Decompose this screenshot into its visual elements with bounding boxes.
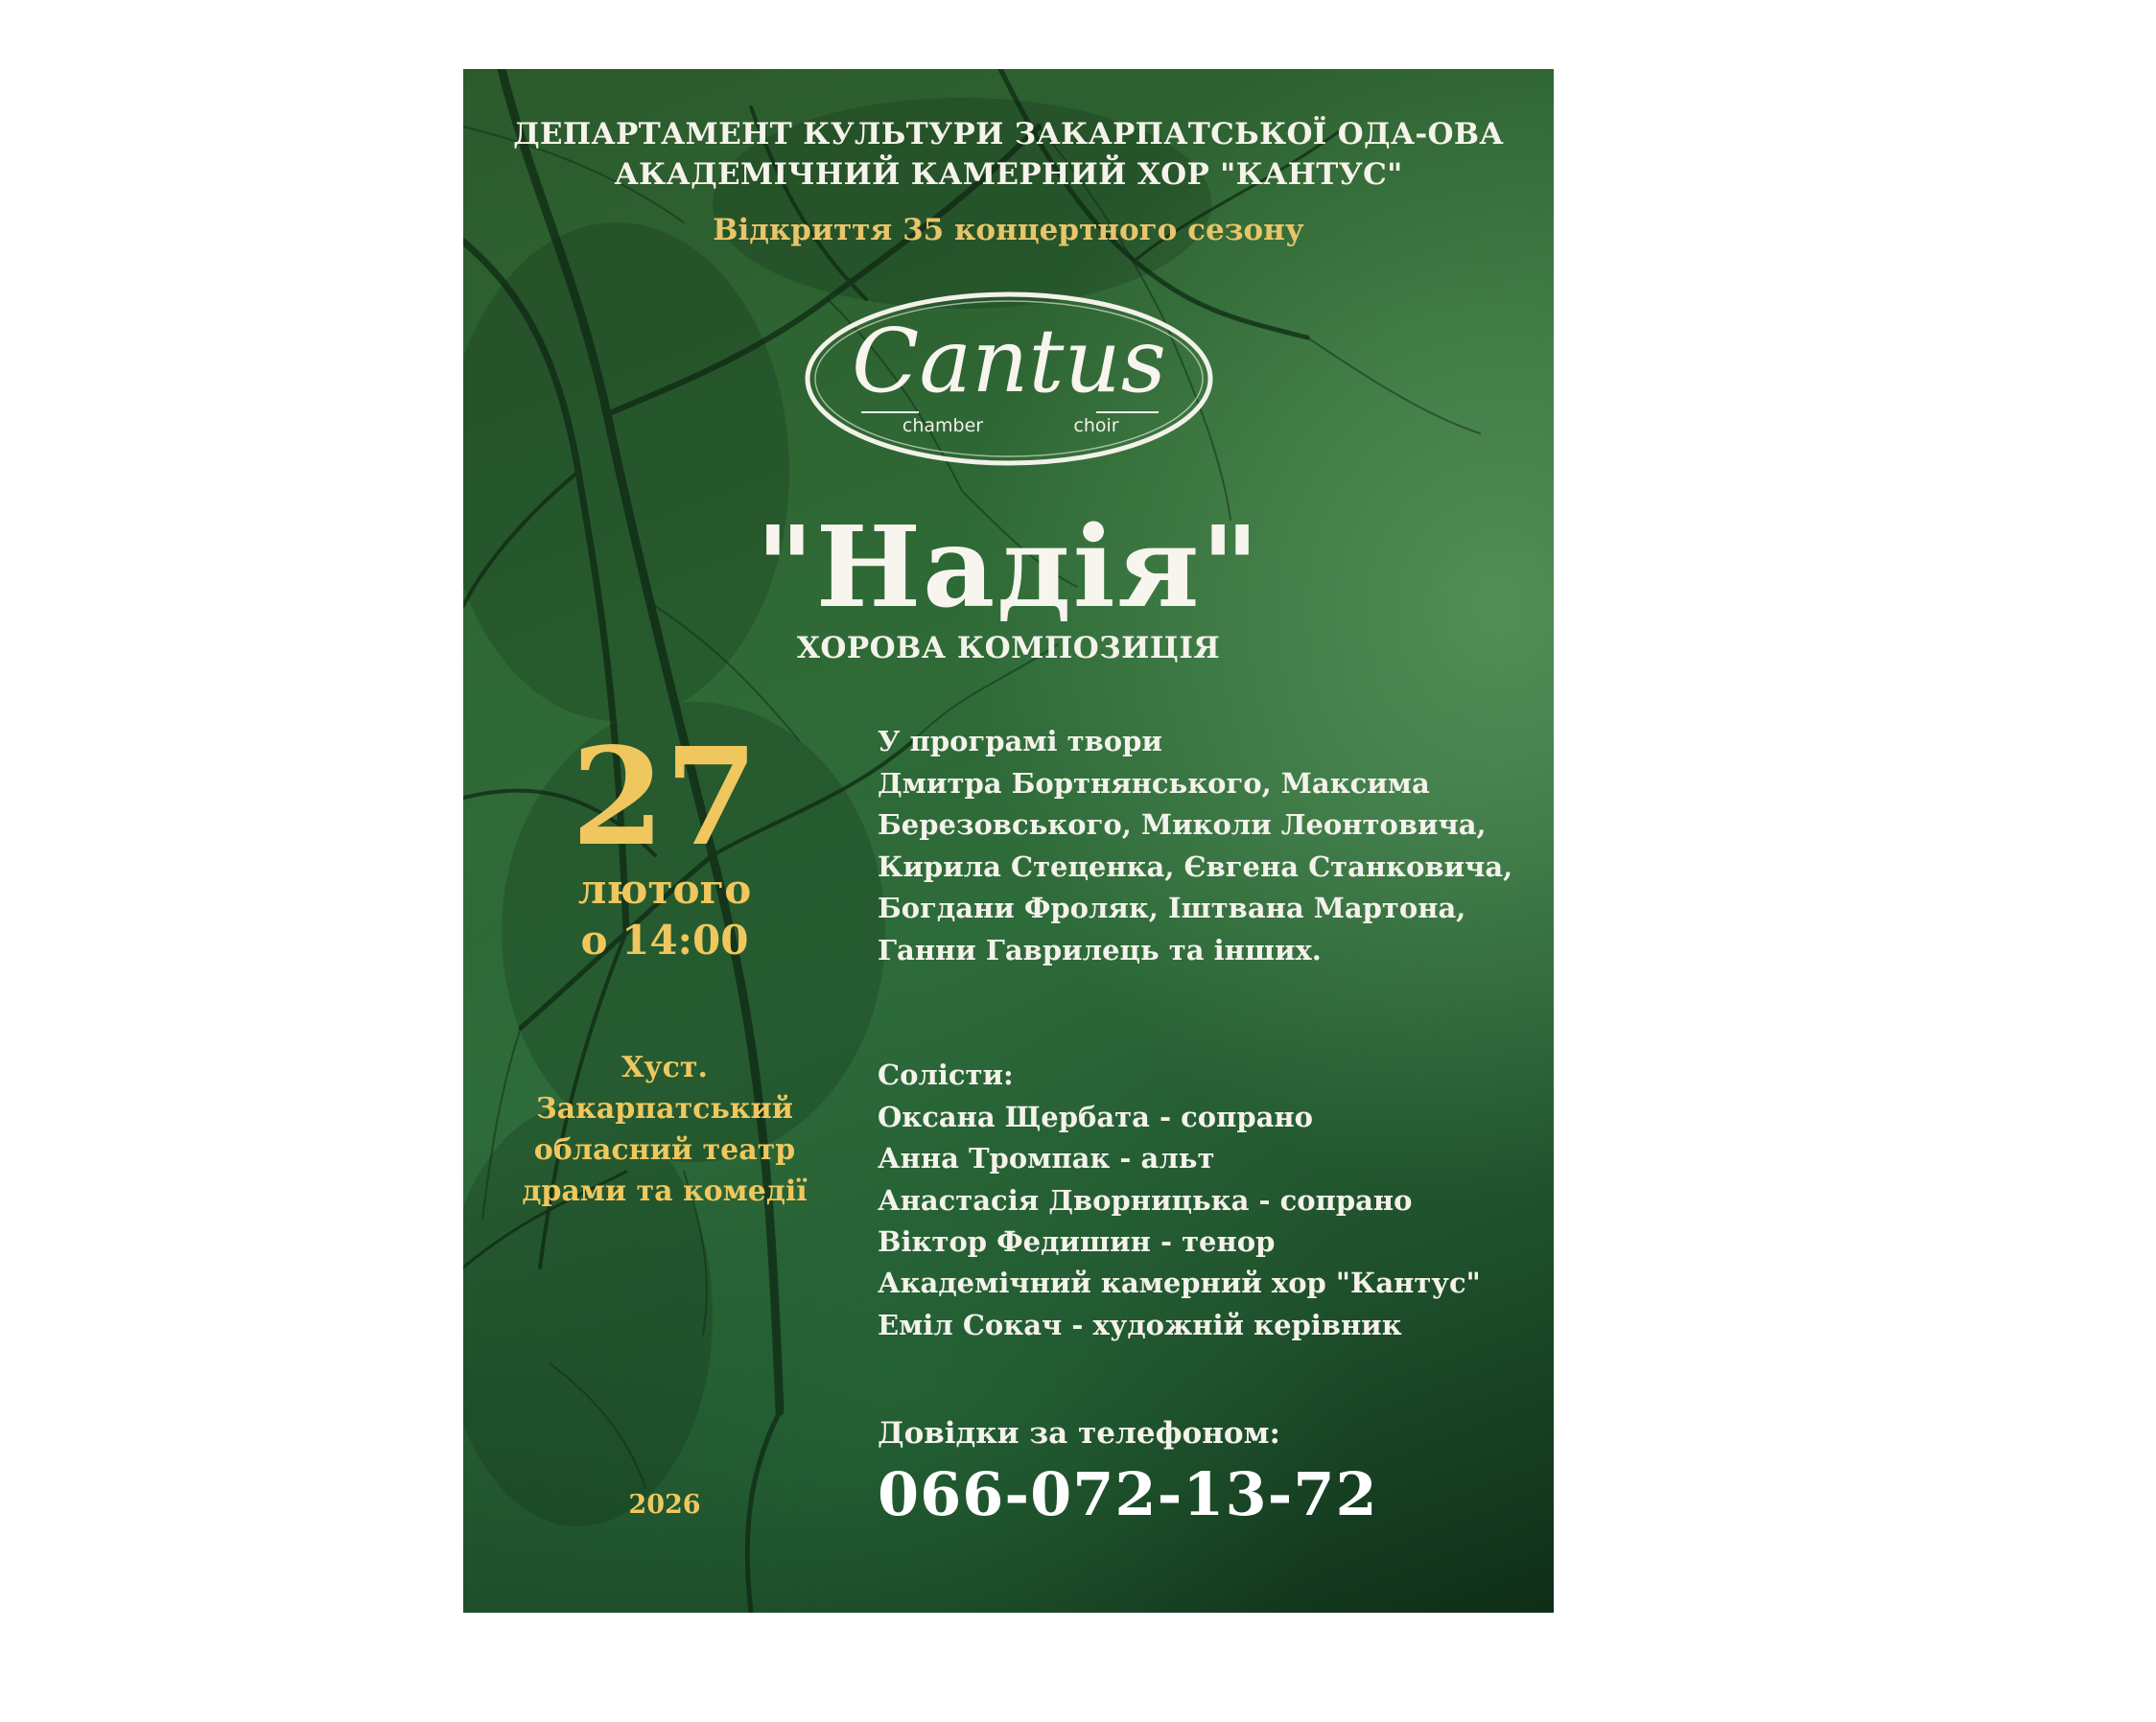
header-choir: АКАДЕМІЧНИЙ КАМЕРНИЙ ХОР "КАНТУС" <box>614 157 1403 192</box>
director-line: Еміл Сокач - художній керівник <box>878 1308 1402 1341</box>
venue-line: Закарпатський <box>536 1092 793 1126</box>
venue-line: драми та комедії <box>522 1175 808 1208</box>
venue-block <box>521 1047 808 1212</box>
venue-line: Хуст. <box>621 1051 708 1084</box>
soloist-line: Анна Тромпак - альт <box>878 1142 1215 1175</box>
venue-line: обласний театр <box>533 1133 796 1167</box>
season-opening: Відкриття 35 концертного сезону <box>713 213 1304 247</box>
choir-line: Академічний камерний хор "Кантус" <box>878 1267 1481 1299</box>
soloist-line: Оксана Щербата - сопрано <box>878 1100 1313 1133</box>
date-month: лютого <box>577 866 752 913</box>
concert-poster <box>463 69 1554 1613</box>
choir-credits <box>878 1263 1530 1346</box>
program-line: Ганни Гаврилець та інших. <box>878 933 1322 966</box>
contact-phone: 066-072-13-72 <box>878 1459 1378 1529</box>
soloist-line: Віктор Федишин - тенор <box>878 1225 1276 1258</box>
program-line: Дмитра Бортнянського, Максима <box>878 766 1430 800</box>
date-time: о 14:00 <box>580 916 749 964</box>
program-line: У програмі твори <box>878 725 1162 757</box>
logo-caption-chamber: chamber <box>902 415 984 436</box>
contact-label: Довідки за телефоном: <box>878 1416 1280 1451</box>
soloists-heading: Солісти: <box>878 1059 1014 1091</box>
header-department: ДЕПАРТАМЕНТ КУЛЬТУРИ ЗАКАРПАТСЬКОЇ ОДА-ОВА <box>513 117 1504 151</box>
year: 2026 <box>628 1490 701 1520</box>
program-line: Богдани Фроляк, Іштвана Мартона, <box>878 892 1466 924</box>
logo-wordmark: Cantus <box>852 310 1166 412</box>
program-block <box>878 721 1530 971</box>
program-line: Березовського, Миколи Леонтовича, <box>878 808 1487 841</box>
program-line: Кирила Стеценка, Євгена Станковича, <box>878 849 1513 883</box>
logo-caption-choir: choir <box>1073 415 1119 436</box>
concert-subtitle: ХОРОВА КОМПОЗИЦІЯ <box>796 631 1221 665</box>
cantus-logo <box>804 288 1214 470</box>
date-day: 27 <box>571 719 759 876</box>
soloist-line: Анастасія Дворницька - сопрано <box>878 1183 1413 1217</box>
date-block <box>521 719 808 966</box>
concert-title: "Надія" <box>756 502 1261 633</box>
soloists-block <box>878 1055 1530 1264</box>
